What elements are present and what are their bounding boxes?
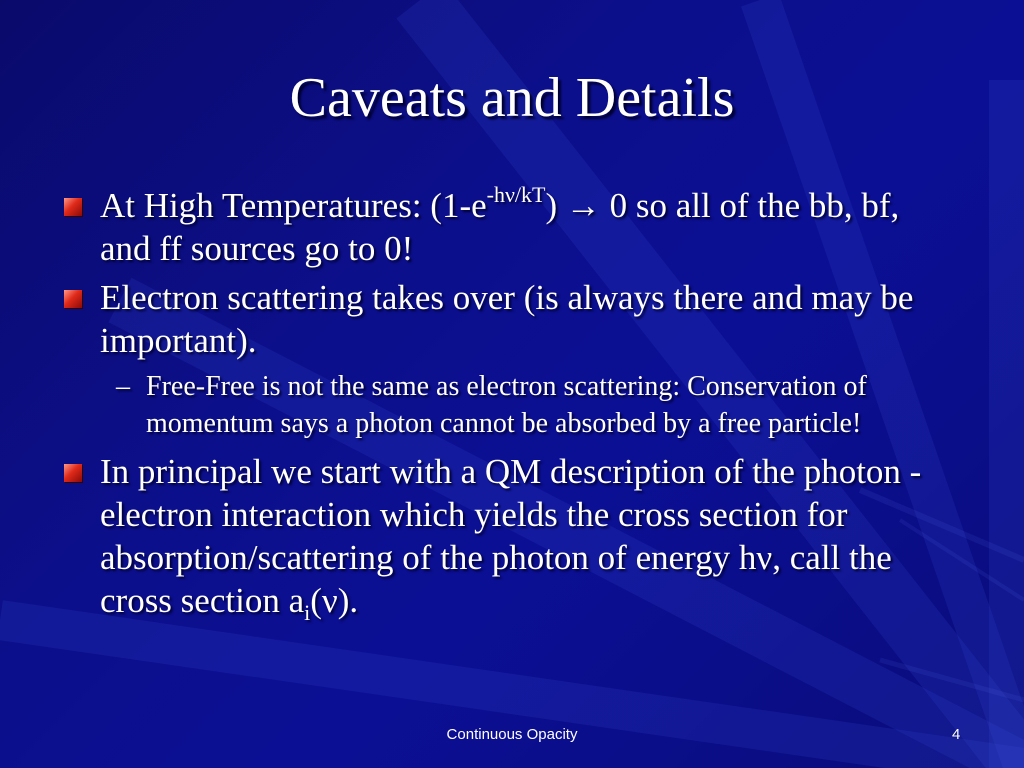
superscript: -hν/kT: [486, 182, 546, 207]
slide-body: [58, 184, 938, 628]
bullet-text-continued: (ν).: [310, 581, 359, 620]
bullet-text: At High Temperatures: (1-e: [100, 186, 487, 225]
page-number: 4: [952, 726, 961, 743]
bullet-text: In principal we start with a QM description of the photon - electron interaction which yields the cross section for absorption/scattering of the photon of energy hν, call the cross section a: [100, 452, 922, 620]
footer-title: Continuous Opacity: [446, 726, 578, 743]
dash-bullet: –: [116, 371, 130, 402]
sub-bullet-free-free: [58, 368, 938, 442]
bullet-electron-scattering: [58, 276, 938, 362]
bullet-high-temperatures: [58, 184, 938, 270]
square-bullet-icon: [64, 198, 82, 216]
slide-title: Caveats and Details: [289, 67, 735, 129]
sub-bullet-text: Free-Free is not the same as electron scattering: Conservation of momentum says a photon cannot be absorbed by a free particle!: [146, 371, 867, 439]
bullet-text: Electron scattering takes over (is always there and may be important).: [100, 278, 914, 360]
bullet-qm-description: [58, 450, 938, 625]
square-bullet-icon: [64, 290, 82, 308]
bullet-text-continued: ) → 0 so all of the bb, bf, and ff sources go to 0!: [100, 186, 900, 268]
subscript: i: [304, 600, 311, 625]
square-bullet-icon: [64, 464, 82, 482]
